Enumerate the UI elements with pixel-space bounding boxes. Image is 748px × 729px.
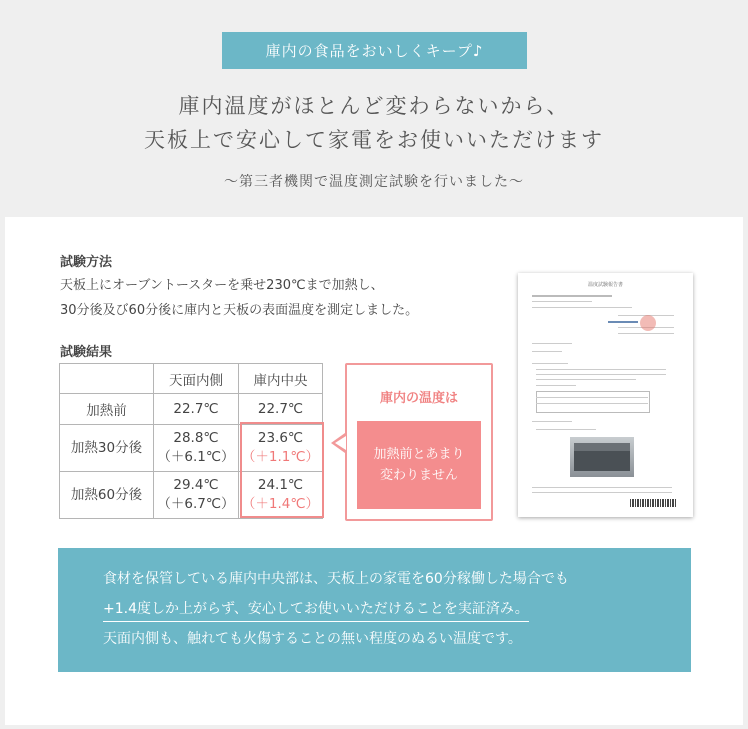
stamp-icon bbox=[640, 315, 656, 331]
summary-line-2: +1.4度しか上がらず、安心してお使いいただけることを実証済み。 bbox=[103, 598, 529, 622]
subheadline: 〜第三者機関で温度測定試験を行いました〜 bbox=[224, 174, 524, 190]
results-table bbox=[59, 363, 323, 519]
row-label: 加熱30分後 bbox=[60, 425, 154, 472]
callout-line-2: 変わりません bbox=[379, 468, 458, 483]
results-title: 試験結果 bbox=[60, 345, 113, 360]
top-value: 22.7℃ bbox=[154, 394, 239, 425]
method-line-1: 天板上にオーブントースターを乗せ230℃まで加熱し、 bbox=[60, 278, 384, 293]
table-row bbox=[60, 472, 323, 519]
top-cell bbox=[154, 472, 239, 519]
top-diff: （＋6.7℃） bbox=[157, 496, 235, 512]
row-label: 加熱60分後 bbox=[60, 472, 154, 519]
callout-box bbox=[345, 363, 493, 521]
document-table bbox=[536, 391, 650, 413]
table-row bbox=[60, 425, 323, 472]
row-label: 加熱前 bbox=[60, 394, 154, 425]
summary-line-3: 天面内側も、触れても火傷することの無い程度のぬるい温度です。 bbox=[103, 631, 522, 647]
center-diff: （＋1.4℃） bbox=[241, 496, 320, 512]
callout-message bbox=[357, 421, 481, 509]
headline-line-1: 庫内温度がほとんど変わらないから、 bbox=[178, 94, 570, 118]
method-description bbox=[60, 273, 418, 323]
center-value: 24.1℃ bbox=[257, 477, 304, 493]
barcode-icon bbox=[630, 499, 676, 507]
top-value: 29.4℃ bbox=[173, 477, 219, 493]
callout-title: 庫内の温度は bbox=[379, 391, 458, 406]
method-line-2: 30分後及び60分後に庫内と天板の表面温度を測定しました。 bbox=[60, 303, 419, 318]
test-report-document bbox=[518, 273, 693, 517]
table-header-row bbox=[60, 364, 323, 394]
section-tag: 庫内の食品をおいしくキープ♪ bbox=[222, 32, 527, 69]
top-diff: （＋6.1℃） bbox=[157, 449, 235, 465]
top-value: 28.8℃ bbox=[173, 430, 219, 446]
header-cell-top: 天面内側 bbox=[154, 364, 239, 394]
header-cell-center: 庫内中央 bbox=[239, 364, 323, 394]
toaster-photo bbox=[570, 437, 634, 477]
center-cell bbox=[239, 472, 323, 519]
document-title: 温度試験報告書 bbox=[587, 282, 623, 288]
header-cell-empty bbox=[60, 364, 154, 394]
table-row bbox=[60, 394, 323, 425]
center-cell bbox=[239, 425, 323, 472]
content-card bbox=[5, 217, 743, 725]
center-diff: （＋1.1℃） bbox=[241, 449, 320, 465]
callout-arrow-inner bbox=[335, 436, 346, 450]
method-title: 試験方法 bbox=[60, 255, 113, 270]
summary-panel bbox=[58, 548, 691, 672]
top-cell bbox=[154, 425, 239, 472]
headline-line-2: 天板上で安心して家電をお使いいただけます bbox=[144, 128, 604, 152]
center-value: 22.7℃ bbox=[239, 394, 323, 425]
summary-line-1: 食材を保管している庫内中央部は、天板上の家電を60分稼働した場合でも bbox=[103, 571, 569, 587]
callout-line-1: 加熱前とあまり bbox=[373, 447, 465, 462]
center-value: 23.6℃ bbox=[257, 430, 304, 446]
